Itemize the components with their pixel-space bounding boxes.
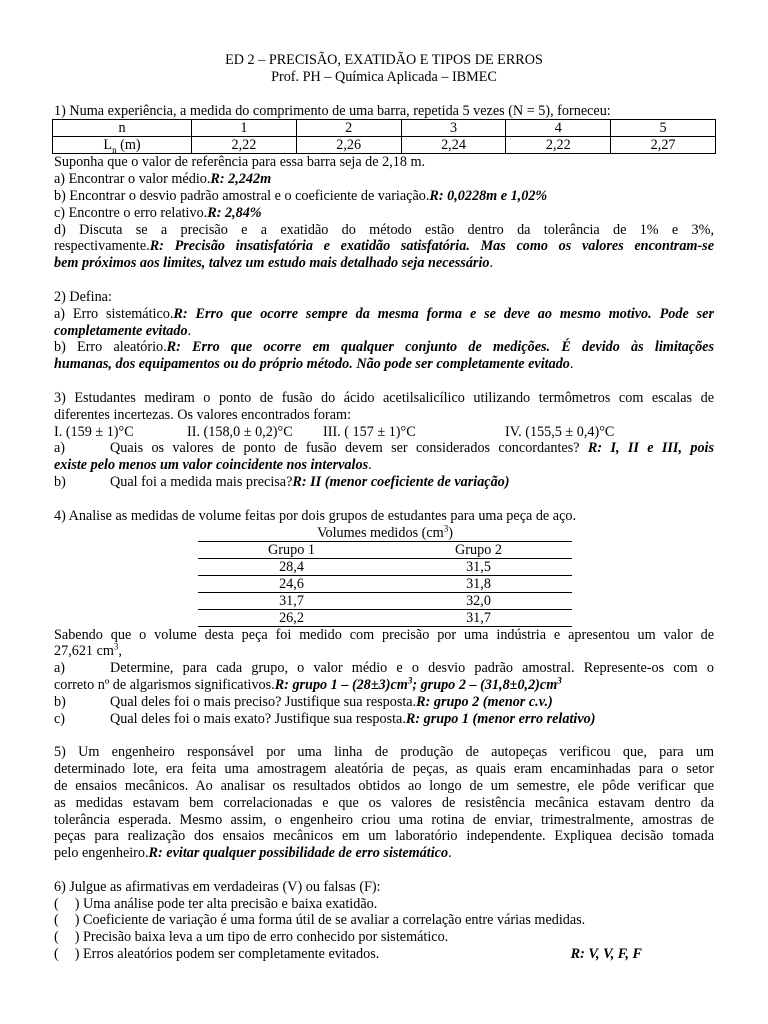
list-item: ( ) Erros aleatórios podem ser completamente evitados. R: V, V, F, F bbox=[54, 946, 642, 963]
q5-line: 5) Um engenheiro responsável por uma linha de produção de autopeças verificou que, para um bbox=[54, 744, 714, 761]
doc-subtitle: Prof. PH – Química Aplicada – IBMEC bbox=[271, 68, 497, 85]
table-cell: 2,24 bbox=[401, 137, 506, 154]
table-cell: 2,27 bbox=[611, 137, 716, 154]
q4-item-a: a) Determine, para cada grupo, o valor médio e o desvio padrão amostral. Represente-os com o bbox=[54, 660, 714, 677]
table-row bbox=[53, 137, 716, 154]
q1-item-b: b) Encontrar o desvio padrão amostral e o coeficiente de variação.R: 0,0228m e 1,02% bbox=[54, 187, 548, 204]
q6-intro: 6) Julgue as afirmativas em verdadeiras (V) ou falsas (F): bbox=[54, 878, 381, 895]
q4-table-wrap bbox=[198, 522, 572, 627]
q2-item-a: a) Erro sistemático.R: Erro que ocorre sempre da mesma forma e se deve ao mesmo motivo. Pode ser bbox=[54, 305, 714, 322]
list-item: ( ) Precisão baixa leva a um tipo de erro conhecido por sistemático. bbox=[54, 929, 449, 946]
table-row bbox=[198, 575, 572, 592]
table-cell: 24,6 bbox=[198, 575, 385, 592]
q1-item-d: d) Discuta se a precisão e a exatidão do método estão dentro da tolerância de 1% e 3%, bbox=[54, 221, 714, 238]
table-cell: 31,5 bbox=[385, 558, 572, 575]
q3-item-b: b) Qual foi a medida mais precisa?R: II (menor coeficiente de variação) bbox=[54, 473, 510, 490]
table-cell: 3 bbox=[401, 120, 506, 137]
table-cell: 2,26 bbox=[296, 137, 401, 154]
table-cell: 28,4 bbox=[198, 558, 385, 575]
answer: completamente evitado bbox=[54, 322, 188, 339]
answer: R: grupo 1 (menor erro relativo) bbox=[405, 710, 596, 727]
table-cell: 2,22 bbox=[506, 137, 611, 154]
q1-item-d-end: bem próximos aos limites, talvez um estudo mais detalhado seja necessário. bbox=[54, 255, 494, 272]
q1-item-a: a) Encontrar o valor médio.R: 2,242m bbox=[54, 171, 272, 188]
q4-item-b: b) Qual deles foi o mais preciso? Justifique sua resposta.R: grupo 2 (menor c.v.) bbox=[54, 693, 553, 710]
table-cell: n bbox=[53, 120, 192, 137]
q2-item-b-end: humanas, dos equipamentos ou do próprio método. Não pode ser completamente evitado. bbox=[54, 356, 574, 373]
answer: humanas, dos equipamentos ou do próprio método. Não pode ser completamente evitado bbox=[54, 356, 570, 373]
q5-line: as medidas estavam bem correlacionadas e que os valores de resistência mecânica estavam dentro da bbox=[54, 794, 714, 811]
table-cell: 2,22 bbox=[192, 137, 297, 154]
q4-table bbox=[198, 541, 572, 627]
column-header: Grupo 1 bbox=[198, 541, 385, 558]
q1-reference: Suponha que o valor de referência para essa barra seja de 2,18 m. bbox=[54, 154, 426, 171]
list-item: ( ) Uma análise pode ter alta precisão e baixa exatidão. bbox=[54, 895, 378, 912]
q3-intro: 3) Estudantes mediram o ponto de fusão do ácido acetilsalicílico utilizando termômetros com escalas de bbox=[54, 389, 714, 406]
answer: R: evitar qualquer possibilidade de erro sistemático bbox=[148, 845, 449, 862]
option-i: I. (159 ± 1)°C bbox=[54, 423, 134, 440]
answer: R: V, V, F, F bbox=[570, 946, 642, 963]
table-row bbox=[198, 558, 572, 575]
column-header: Grupo 2 bbox=[385, 541, 572, 558]
q2-item-a-end: completamente evitado. bbox=[54, 322, 192, 339]
answer: R: II (menor coeficiente de variação) bbox=[292, 473, 510, 490]
answer: R: Erro que ocorre sempre da mesma forma e se deve ao mesmo motivo. Pode ser bbox=[173, 305, 714, 322]
table-cell: 31,7 bbox=[385, 609, 572, 626]
document-page bbox=[54, 52, 714, 963]
answer: R: grupo 2 (menor c.v.) bbox=[416, 693, 553, 710]
table-cell: 31,8 bbox=[385, 575, 572, 592]
q5-line-end: pelo engenheiro.R: evitar qualquer possibilidade de erro sistemático. bbox=[54, 845, 452, 862]
q4-item-c: c) Qual deles foi o mais exato? Justifique sua resposta.R: grupo 1 (menor erro relativo) bbox=[54, 710, 596, 727]
q2-intro: 2) Defina: bbox=[54, 288, 112, 305]
option-iii: III. ( 157 ± 1)°C bbox=[323, 423, 416, 440]
q5-line: de ensaios mecânicos. Ao analisar os resultados obtidos ao longo de um semestre, ele pôde verificar que bbox=[54, 777, 714, 794]
answer: R: 2,242m bbox=[210, 171, 272, 188]
answer: R: 0,0228m e 1,02% bbox=[429, 187, 548, 204]
q3-intro-cont: diferentes incertezas. Os valores encontrados foram: bbox=[54, 406, 352, 423]
q5-line: peças para realização dos ensaios mecânicos em um laboratório independente. Expliquea decisão tomada bbox=[54, 828, 714, 845]
option-iv: IV. (155,5 ± 0,4)°C bbox=[505, 423, 615, 440]
table-cell: $L_n$ (m) bbox=[53, 137, 192, 154]
answer: R: Precisão insatisfatória e exatidão satisfatória. Mas como os valores encontram-se bbox=[149, 238, 714, 255]
q5-line: tolerância esperada. Mesmo assim, o engenheiro criou uma rotina de enviar, trimestralmente, amostras de bbox=[54, 811, 714, 828]
doc-title: ED 2 – PRECISÃO, EXATIDÃO E TIPOS DE ERROS bbox=[225, 52, 543, 68]
q3-options bbox=[54, 424, 714, 441]
table-cell: 1 bbox=[192, 120, 297, 137]
q4-text-cont: 27,621 $cm^3$, bbox=[54, 641, 122, 660]
q1-table bbox=[52, 119, 716, 154]
table-cell: 32,0 bbox=[385, 592, 572, 609]
answer: bem próximos aos limites, talvez um estudo mais detalhado seja necessário bbox=[54, 255, 490, 272]
answer: R: 2,84% bbox=[207, 204, 262, 221]
table-cell: 5 bbox=[611, 120, 716, 137]
q1-item-d-cont: respectivamente.R: Precisão insatisfatória e exatidão satisfatória. Mas como os valores encontram-se bbox=[54, 238, 714, 255]
answer: R: Erro que ocorre em qualquer conjunto de medições. É devido às limitações bbox=[166, 339, 715, 356]
list-item: ( ) Coeficiente de variação é uma forma útil de se avaliar a correlação entre várias medidas. bbox=[54, 912, 586, 929]
table-cell: 2 bbox=[296, 120, 401, 137]
table-row bbox=[198, 592, 572, 609]
table-cell: 4 bbox=[506, 120, 611, 137]
q1-item-c: c) Encontre o erro relativo.R: 2,84% bbox=[54, 204, 262, 221]
table-cell: 26,2 bbox=[198, 609, 385, 626]
table-row bbox=[198, 609, 572, 626]
q4-item-a-cont: correto nº de algarismos significativos.R: grupo $1 - (28\pm 3)cm^3$; grupo $2 - (31,8\pm 0,2)cm^3$ bbox=[54, 675, 562, 693]
answer: R: I, II e III, pois bbox=[587, 440, 714, 457]
table-row bbox=[53, 120, 716, 137]
answer: R: grupo $1 - (28\pm 3)cm^3$; grupo $2 - (31,8\pm 0,2)cm^3$ bbox=[274, 675, 562, 693]
table-header-row bbox=[198, 541, 572, 558]
q4-table-caption: Volumes medidos $(cm^3)$ bbox=[317, 522, 453, 541]
option-ii: II. (158,0 ± 0,2)°C bbox=[187, 423, 293, 440]
q3-item-a: a) Quais os valores de ponto de fusão devem ser considerados concordantes? R: I, II e III, pois bbox=[54, 440, 714, 457]
answer: existe pelo menos um valor coincidente nos intervalos bbox=[54, 457, 369, 474]
q5-line: determinado lote, era feita uma amostragem aleatória de peças, as quais eram encaminhadas para o setor bbox=[54, 761, 714, 778]
q2-item-b: b) Erro aleatório.R: Erro que ocorre em qualquer conjunto de medições. É devido às limitações bbox=[54, 339, 715, 356]
q3-item-a-end: existe pelo menos um valor coincidente nos intervalos. bbox=[54, 457, 372, 474]
q1-intro: 1) Numa experiência, a medida do comprimento de uma barra, repetida 5 vezes (N = 5), forneceu: bbox=[54, 102, 611, 119]
q4-text: Sabendo que o volume desta peça foi medido com precisão por uma indústria e apresentou um valor de bbox=[54, 626, 714, 643]
table-cell: 31,7 bbox=[198, 592, 385, 609]
q4-intro: 4) Analise as medidas de volume feitas por dois grupos de estudantes para uma peça de aço. bbox=[54, 507, 577, 524]
